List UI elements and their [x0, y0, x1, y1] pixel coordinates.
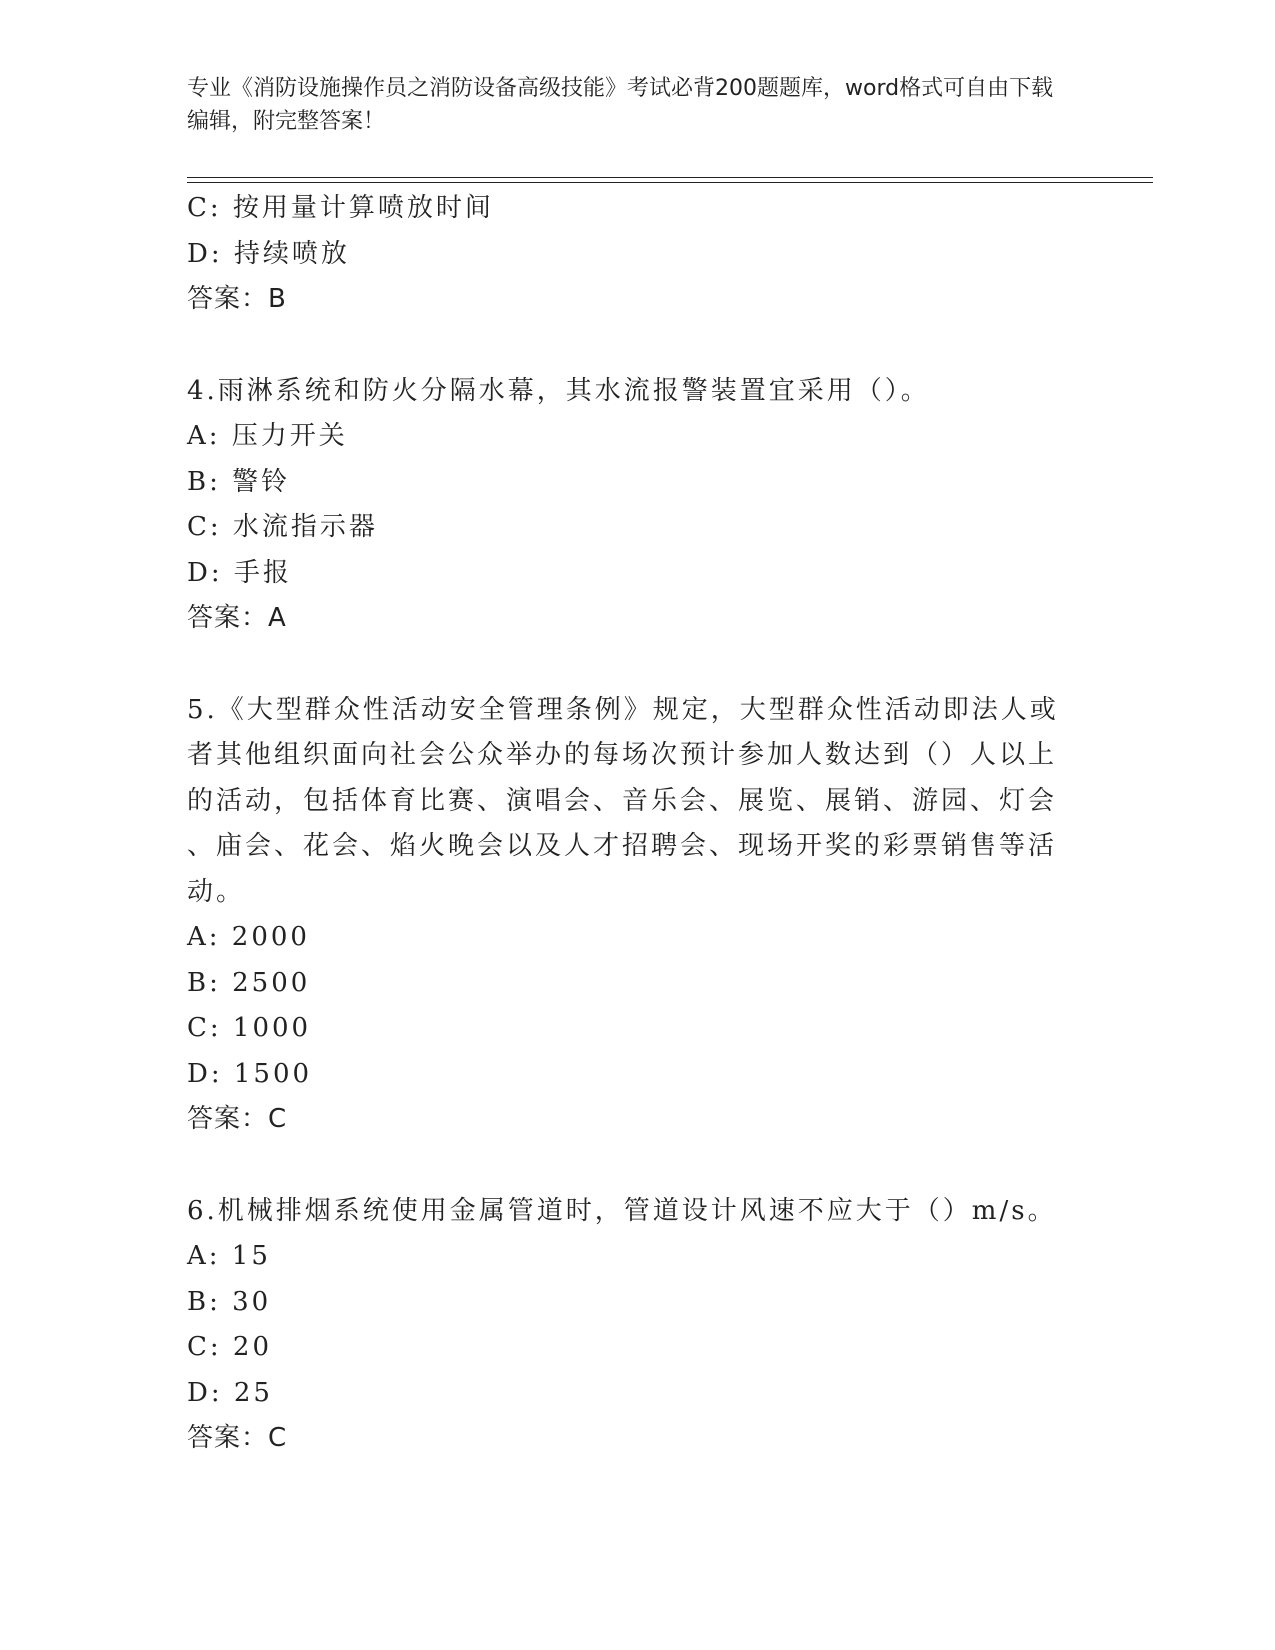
option-c: C: 按用量计算喷放时间: [187, 193, 494, 223]
option-a: A: 15: [187, 1241, 271, 1271]
question-3: [187, 186, 1067, 323]
option-d: D: 25: [187, 1377, 273, 1408]
spacer: [187, 1143, 1067, 1189]
option-b: B: 警铃: [187, 466, 291, 497]
question-list: [187, 186, 1067, 1462]
answer: 答案：C: [187, 1423, 288, 1453]
option-c: C: 1000: [187, 1013, 312, 1043]
document-header: 专业《消防设施操作员之消防设备高级技能》考试必背200题题库，word格式可自由下载编辑，附完整答案！: [187, 76, 1054, 134]
option-b: B: 30: [187, 1286, 272, 1317]
option-c: C: 水流指示器: [187, 512, 378, 542]
question-stem: 6.机械排烟系统使用金属管道时，管道设计风速不应大于（）m/s。: [187, 1195, 1057, 1226]
question-4: [187, 369, 1067, 642]
question-stem-line: 动。: [187, 876, 246, 907]
question-stem-line: 者其他组织面向社会公众举办的每场次预计参加人数达到（）人以上: [187, 740, 1058, 770]
question-5: [187, 688, 1067, 1143]
header-divider-top: [187, 177, 1153, 178]
question-stem: 4.雨淋系统和防火分隔水幕，其水流报警装置宜采用（）。: [187, 375, 930, 406]
header-divider-bottom: [187, 182, 1153, 183]
question-stem-line: 、庙会、花会、焰火晚会以及人才招聘会、现场开奖的彩票销售等活: [187, 831, 1058, 861]
question-stem-line: 5.《大型群众性活动安全管理条例》规定，大型群众性活动即法人或: [187, 694, 1059, 725]
option-d: D: 持续喷放: [187, 238, 350, 269]
question-6: [187, 1189, 1067, 1462]
answer: 答案：A: [187, 603, 287, 633]
spacer: [187, 642, 1067, 688]
option-a: A: 压力开关: [187, 421, 348, 451]
answer: 答案：C: [187, 1104, 288, 1134]
spacer: [187, 323, 1067, 369]
option-a: A: 2000: [187, 922, 310, 952]
question-stem-line: 的活动，包括体育比赛、演唱会、音乐会、展览、展销、游园、灯会: [187, 785, 1058, 816]
option-c: C: 20: [187, 1332, 273, 1362]
option-d: D: 手报: [187, 557, 292, 588]
answer: 答案：B: [187, 284, 287, 314]
option-d: D: 1500: [187, 1058, 313, 1089]
option-b: B: 2500: [187, 967, 311, 998]
